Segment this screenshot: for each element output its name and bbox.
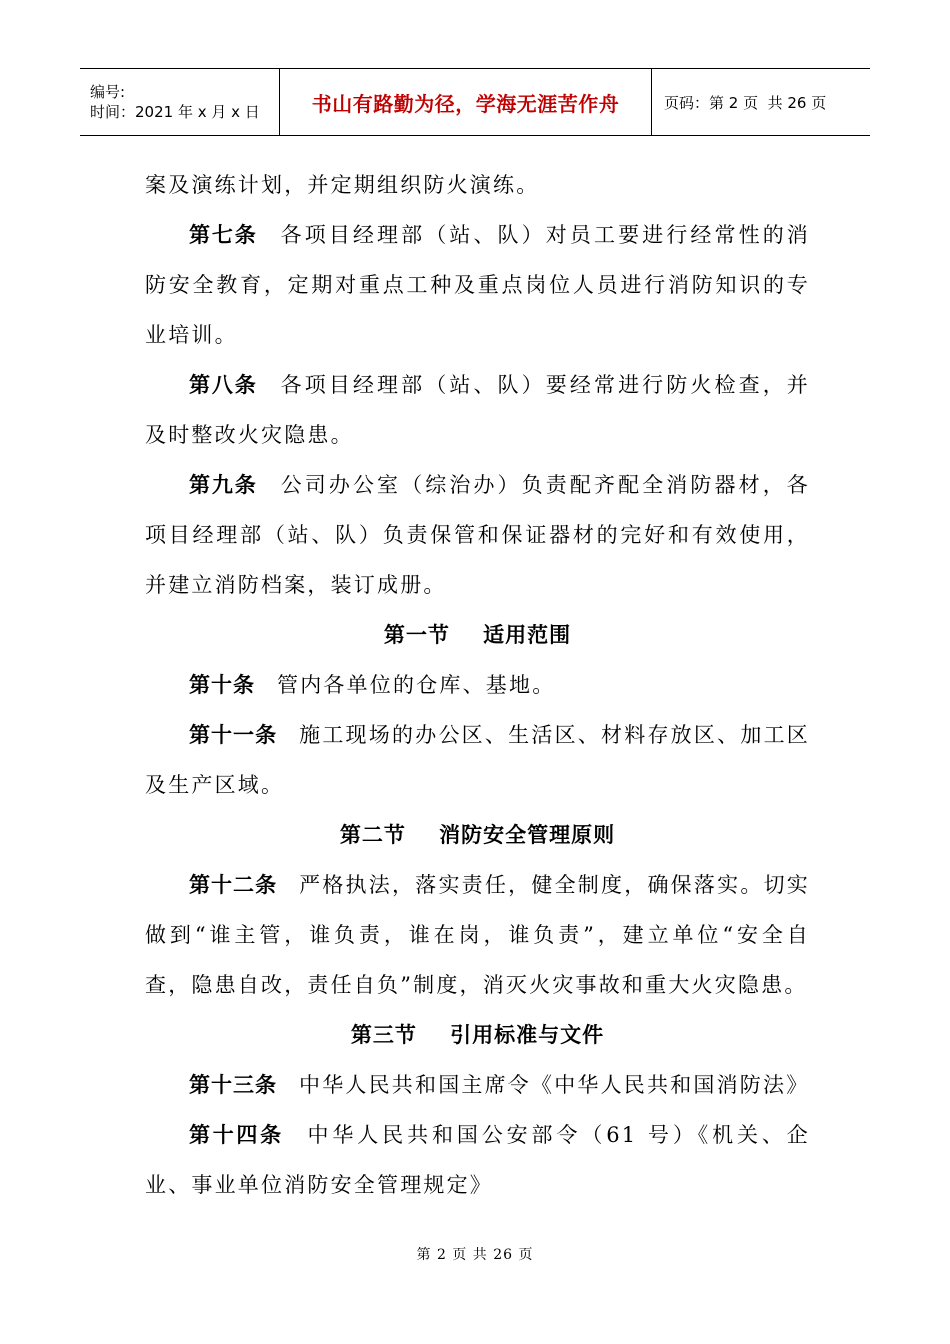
header-motto: 书山有路勤为径，学海无涯苦作舟	[280, 69, 652, 135]
article-number: 第八条	[189, 373, 258, 397]
article-text: 公司办公室（综治办）负责配齐配全消防器材，各项目经理部（站、队）负责保管和保证器材的完好和有效使用，并建立消防档案，装订成册。	[145, 473, 810, 597]
article-paragraph	[145, 860, 810, 1010]
article-number: 第十四条	[189, 1123, 284, 1147]
article-number: 第十条	[189, 673, 255, 697]
article-text: 案及演练计划，并定期组织防火演练。	[145, 173, 540, 197]
article-number: 第十一条	[189, 723, 278, 747]
article-number: 第九条	[189, 473, 258, 497]
doc-time-label: 时间：2021 年 x 月 x 日	[90, 103, 260, 121]
article-paragraph	[145, 710, 810, 810]
article-number: 第十二条	[189, 873, 278, 897]
article-text: 中华人民共和国公安部令（61 号）《机关、企业、事业单位消防安全管理规定》	[145, 1123, 811, 1197]
doc-number-label: 编号:	[90, 83, 126, 101]
header-page-info	[652, 69, 870, 135]
section-heading	[145, 610, 810, 660]
article-paragraph	[145, 1110, 810, 1210]
article-paragraph	[145, 1060, 810, 1110]
section-heading-text: 第一节 适用范围	[383, 623, 572, 647]
article-paragraph	[145, 210, 810, 360]
header-page-info-text: 页码：第 2 页 共 26 页	[664, 93, 827, 112]
article-text: 各项目经理部（站、队）要经常进行防火检查，并及时整改火灾隐患。	[145, 373, 810, 447]
article-paragraph	[145, 660, 810, 710]
article-text: 施工现场的办公区、生活区、材料存放区、加工区及生产区域。	[145, 723, 810, 797]
article-number: 第十三条	[189, 1073, 277, 1097]
header-meta	[80, 69, 280, 135]
article-text: 管内各单位的仓库、基地。	[277, 673, 556, 697]
article-number: 第七条	[189, 223, 258, 247]
document-body	[145, 160, 810, 1210]
page-footer: 第 2 页 共 26 页	[416, 1247, 534, 1263]
section-heading	[145, 1010, 810, 1060]
section-heading-text: 第二节 消防安全管理原则	[339, 823, 616, 847]
section-heading	[145, 810, 810, 860]
article-paragraph	[145, 360, 810, 460]
article-paragraph	[145, 460, 810, 610]
article-text: 各项目经理部（站、队）对员工要进行经常性的消防安全教育，定期对重点工种及重点岗位人员进行消防知识的专业培训。	[145, 223, 810, 347]
article-text: 严格执法，落实责任，健全制度，确保落实。切实做到“谁主管，谁负责，谁在岗，谁负责”，建立单位“安全自查，隐患自改，责任自负”制度，消灭火灾事故和重大火灾隐患。	[145, 873, 810, 997]
section-heading-text: 第三节 引用标准与文件	[350, 1023, 605, 1047]
article-paragraph	[145, 160, 810, 210]
page-header	[80, 68, 870, 136]
article-text: 中华人民共和国主席令《中华人民共和国消防法》	[299, 1073, 810, 1097]
